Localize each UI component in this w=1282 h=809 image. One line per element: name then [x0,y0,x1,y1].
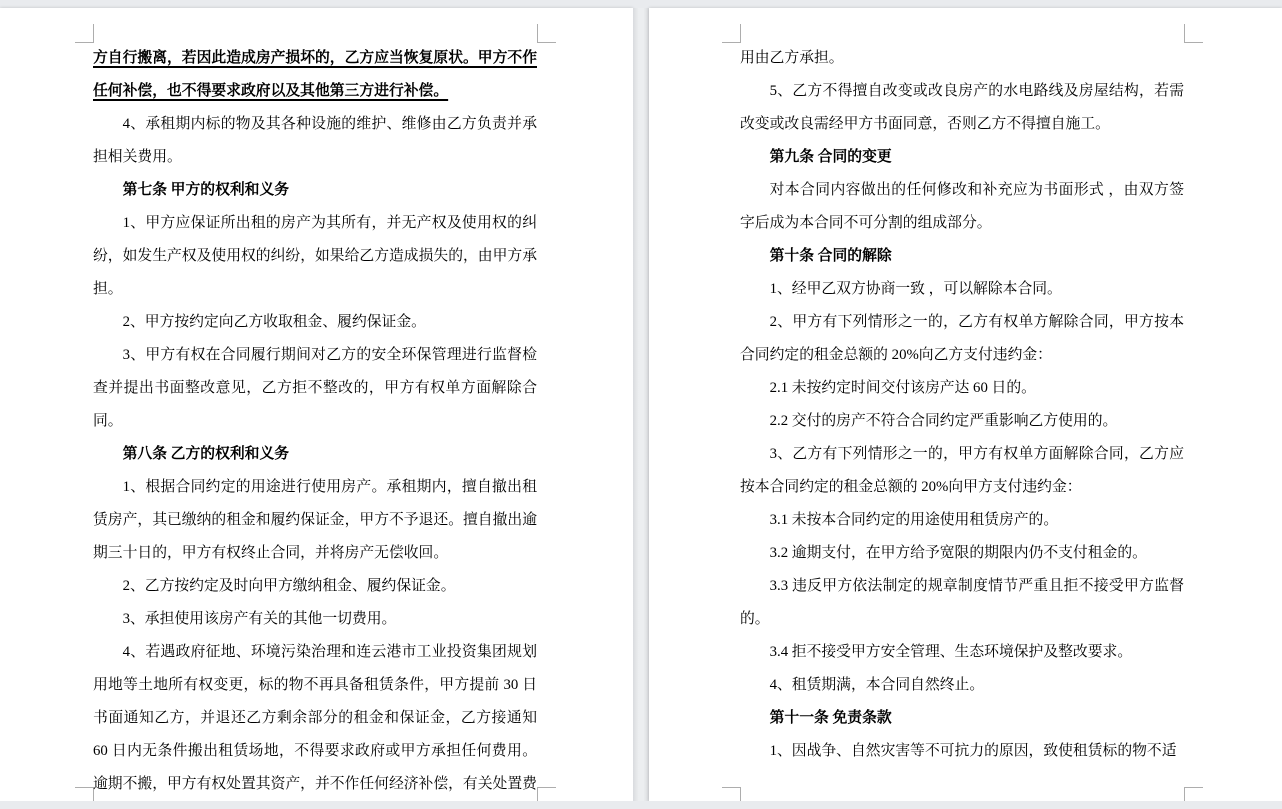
page-gap-top [0,0,1282,8]
paragraph-clause-10-2-1[interactable]: 2.1 未按约定时间交付该房产达 60 日的。 [769,380,1036,396]
crop-mark-bottom-right-icon [1184,787,1203,801]
paragraph-clause-6-4[interactable]: 4、承租期内标的物及其各种设施的维护、维修由乙方负责并承担相关费用。 [93,116,537,165]
crop-mark-top-right-icon [537,24,556,43]
paragraph-clause-10-3-1[interactable]: 3.1 未按本合同约定的用途使用租赁房产的。 [769,512,1059,528]
paragraph-clause-10-3-4[interactable]: 3.4 拒不接受甲方安全管理、生态环境保护及整改要求。 [769,644,1133,660]
paragraph-clause-10-3[interactable]: 3、乙方有下列情形之一的，甲方有权单方面解除合同，乙方应按本合同约定的租金总额的 20%向甲方支付违约金： [740,446,1184,495]
heading-article-8[interactable]: 第八条 乙方的权利和义务 [122,446,290,462]
crop-mark-bottom-left-icon [75,787,94,801]
page-gap-vertical [633,8,649,801]
paragraph-clause-10-2[interactable]: 2、甲方有下列情形之一的，乙方有权单方解除合同，甲方按本合同约定的租金总额的 20%向乙方支付违约金： [740,314,1184,363]
document-page-right[interactable] [649,8,1282,801]
crop-mark-bottom-right-icon [537,787,556,801]
paragraph-clause-10-1[interactable]: 1、经甲乙双方协商一致 ，可以解除本合同。 [769,281,1062,297]
paragraph-clause-11-1[interactable]: 1、因战争、自然灾害等不可抗力的原因，致使租赁标的物不适 [769,743,1177,759]
paragraph-clause-8-5[interactable]: 5、乙方不得擅自改变或改良房产的水电路线及房屋结构，若需改变或改良需经甲方书面同意，否则乙方不得擅自施工。 [740,83,1184,132]
paragraph-clause-9-body[interactable]: 对本合同内容做出的任何修改和补充应为书面形式 ，由双方签字后成为本合同不可分割的组成部分。 [740,182,1184,231]
paragraph-clause-7-2[interactable]: 2、甲方按约定向乙方收取租金、履约保证金。 [122,314,426,330]
paragraph-clause-8-4[interactable]: 4、若遇政府征地、环境污染治理和连云港市工业投资集团规划用地等土地所有权变更，标的物不再具备租赁条件，甲方提前 30 日书面通知乙方，并退还乙方剩余部分的租金和保证金，乙方接通知 60 日内无条件搬出租赁场地，不得要求政府或甲方承担任何费用。逾期不搬，甲方有权处置其资产，并不作任何经济补偿，有关处置费 [93,644,537,792]
paragraph-continuation-clause-8-4[interactable]: 用由乙方承担。 [740,50,844,66]
paragraph-clause-7-3[interactable]: 3、甲方有权在合同履行期间对乙方的安全环保管理进行监督检查并提出书面整改意见，乙方拒不整改的，甲方有权单方面解除合同。 [93,347,537,429]
left-page-text-area[interactable] [93,42,537,801]
paragraph-clause-8-2[interactable]: 2、乙方按约定及时向甲方缴纳租金、履约保证金。 [122,578,456,594]
paragraph-clause-10-3-2[interactable]: 3.2 逾期支付，在甲方给予宽限的期限内仍不支付租金的。 [769,545,1147,561]
heading-article-7[interactable]: 第七条 甲方的权利和义务 [122,182,290,198]
crop-mark-bottom-left-icon [722,787,741,801]
paragraph-clause-10-2-2[interactable]: 2.2 交付的房产不符合合同约定严重影响乙方使用的。 [769,413,1118,429]
right-page-text-area[interactable] [740,42,1184,768]
page-gap-bottom [0,801,1282,809]
crop-mark-top-left-icon [722,24,741,43]
document-page-left[interactable] [0,8,633,801]
crop-mark-top-right-icon [1184,24,1203,43]
paragraph-clause-8-1[interactable]: 1、根据合同约定的用途进行使用房产。承租期内，擅自撤出租赁房产，其已缴纳的租金和履约保证金，甲方不予退还。擅自撤出逾期三十日的，甲方有权终止合同，并将房产无偿收回。 [93,479,537,561]
crop-mark-top-left-icon [75,24,94,43]
paragraph-clause-7-1[interactable]: 1、甲方应保证所出租的房产为其所有，并无产权及使用权的纠纷，如发生产权及使用权的纠纷，如果给乙方造成损失的，由甲方承担。 [93,215,537,297]
paragraph-clause-8-3[interactable]: 3、承担使用该房产有关的其他一切费用。 [122,611,397,627]
heading-article-9[interactable]: 第九条 合同的变更 [769,149,892,165]
paragraph-continuation-compensation-clause[interactable]: 方自行搬离，若因此造成房产损坏的，乙方应当恢复原状。甲方不作任何补偿，也不得要求政府以及其他第三方进行补偿。 [93,50,537,99]
heading-article-11[interactable]: 第十一条 免责条款 [769,710,892,726]
heading-article-10[interactable]: 第十条 合同的解除 [769,248,892,264]
paragraph-clause-10-3-3[interactable]: 3.3 违反甲方依法制定的规章制度情节严重且拒不接受甲方监督的。 [740,578,1184,627]
paragraph-clause-10-4[interactable]: 4、租赁期满，本合同自然终止。 [769,677,985,693]
